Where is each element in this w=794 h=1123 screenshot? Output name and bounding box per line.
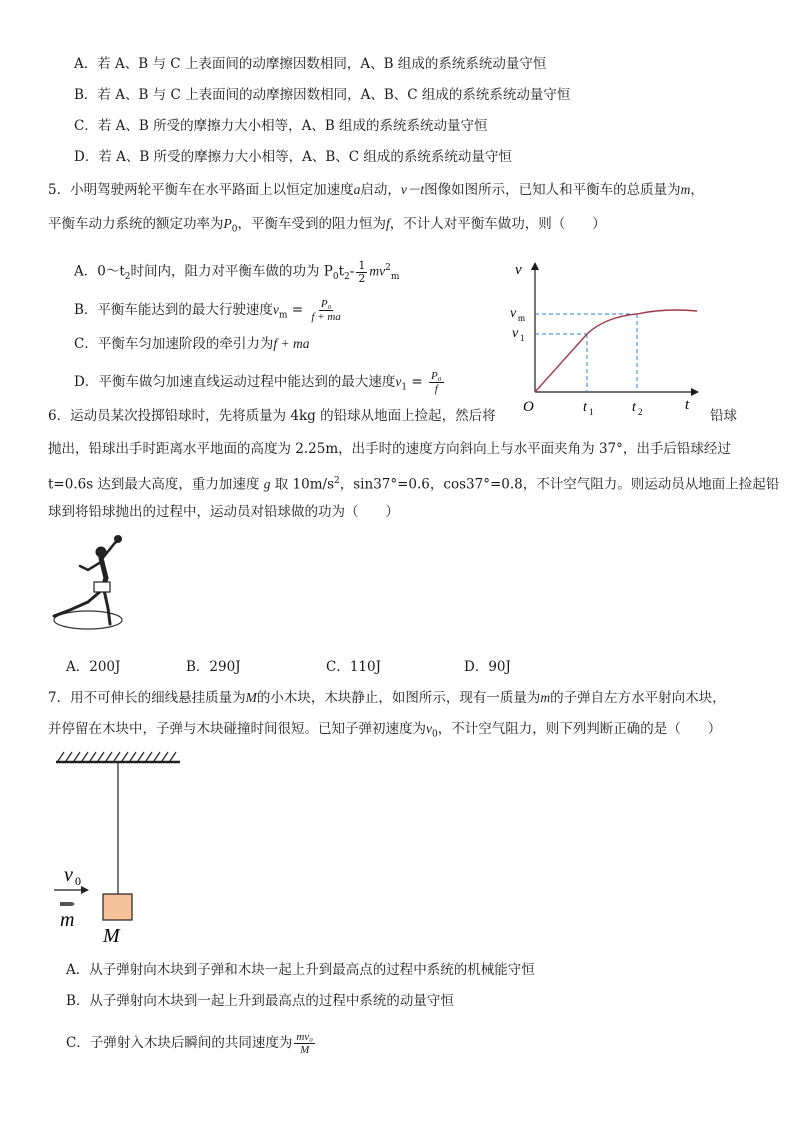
q6-option-d: D．90J: [464, 659, 511, 675]
q6-stem-line4: 球到将铅球抛出的过程中，运动员对铅球做的功为（ ）: [48, 504, 399, 520]
q6-option-a: A．200J: [66, 659, 121, 675]
wooden-block: [103, 894, 132, 920]
q5-stem-line1: 5．小明驾驶两轮平衡车在水平路面上以恒定加速度a启动，v－t图像如图所示，已知人和平衡车的总质量为m，: [48, 182, 704, 198]
velocity-curve: [535, 310, 697, 392]
q7-option-b: B．从子弹射向木块到一起上升到最高点的过程中系统的动量守恒: [66, 993, 454, 1009]
vm-label: v: [510, 306, 517, 321]
q5-stem-line2: 平衡车动力系统的额定功率为$P_0$，平衡车受到的阻力恒为f，不计人对平衡车做功，则（ ）: [48, 216, 606, 235]
q6-stem-line1: 6．运动员某次投掷铅球时，先将质量为 4kg 的铅球从地面上捡起，然后将: [48, 408, 496, 424]
q5-option-a: A．$0\sim t_2$时间内，阻力对平衡车做的功为 $P_0t_2-$ $\frac{1}{2}$ $mv^2_m$: [74, 258, 400, 285]
v1-label: v: [512, 326, 519, 341]
q4-option-a: A．若 A、B 与 C 上表面间的动摩擦因数相同，A、B 组成的系统系统动量守恒: [74, 56, 547, 72]
y-axis-arrow-icon: [531, 262, 539, 270]
block-mass-label: M: [103, 925, 120, 947]
q4-option-d: D．若 A、B 所受的摩擦力大小相等，A、B、C 组成的系统系统动量守恒: [74, 149, 512, 165]
q4-option-b: B．若 A、B 与 C 上表面间的动摩擦因数相同，A、B、C 组成的系统系统动量守恒: [74, 87, 571, 103]
q6-option-c: C．110J: [326, 659, 382, 675]
t2-label: t: [632, 400, 636, 415]
q7-option-c: C．子弹射入木块后瞬间的共同速度为 $\frac{\text{mv₀}}{M}$: [66, 1031, 313, 1056]
bullet-mass-label: m: [60, 909, 75, 931]
athlete-front-leg: [104, 590, 110, 624]
t1-label: t: [583, 400, 587, 415]
pendulum-diagram: [48, 748, 188, 950]
q6-option-b: B．290J: [186, 659, 241, 675]
v1-label-sub: 1: [520, 333, 525, 343]
q6-stem-line1-end: 铅球: [710, 408, 737, 424]
shot-put-athlete-figure: [44, 530, 144, 636]
t2-label-sub: 2: [638, 407, 643, 417]
x-axis-arrow-icon: [691, 388, 699, 396]
y-axis-label: v: [515, 262, 522, 278]
q4-option-c: C．若 A、B 所受的摩擦力大小相等，A、B 组成的系统系统动量守恒: [74, 118, 488, 134]
bullet-icon: [60, 902, 75, 906]
v0-label: v: [64, 864, 73, 886]
q7-stem-line1: 7．用不可伸长的细线悬挂质量为M的小木块，木块静止，如图所示，现有一质量为m的子弹自左方水平射向木块，: [48, 690, 726, 706]
q6-stem-line2: 抛出，铅球出手时距离水平地面的高度为 2.25m，出手时的速度方向斜向上与水平面夹角为 37°，出手后铅球经过: [48, 441, 731, 457]
origin-label: O: [523, 399, 534, 415]
q5-option-d: D．平衡车做匀加速直线运动过程中能达到的最大速度$v_1$ = $\frac{\text{P₀}}{f}$: [74, 370, 442, 395]
v0-label-sub: 0: [75, 874, 81, 888]
ceiling-hatch: [58, 752, 176, 761]
velocity-arrow-head-icon: [81, 886, 89, 894]
vm-label-sub: m: [518, 313, 526, 323]
athlete-left-arm: [80, 562, 101, 570]
athlete-shorts: [94, 582, 110, 592]
vt-graph: [505, 255, 705, 423]
q7-option-a: A．从子弹射向木块到子弹和木块一起上升到最高点的过程中系统的机械能守恒: [66, 962, 535, 978]
q6-stem-line3: t=0.6s 达到最大高度，重力加速度 g 取 $10m/s^2$，sin37°=0.6，cos37°=0.8，不计空气阻力。则运动员从地面上捡起铅: [48, 476, 780, 493]
x-axis-label: t: [685, 397, 690, 413]
t1-label-sub: 1: [589, 407, 594, 417]
athlete-back-leg: [54, 590, 102, 616]
q7-stem-line2: 并停留在木块中，子弹与木块碰撞时间很短。已知子弹初速度为$v_0$，不计空气阻力，则下列判断正确的是（ ）: [48, 721, 722, 740]
q5-option-c: C．平衡车匀加速阶段的牵引力为f + ma: [74, 336, 310, 352]
q5-option-b: B．平衡车能达到的最大行驶速度$v_m$ = $\frac{\text{P₀}}{f + ma}$: [74, 298, 341, 323]
